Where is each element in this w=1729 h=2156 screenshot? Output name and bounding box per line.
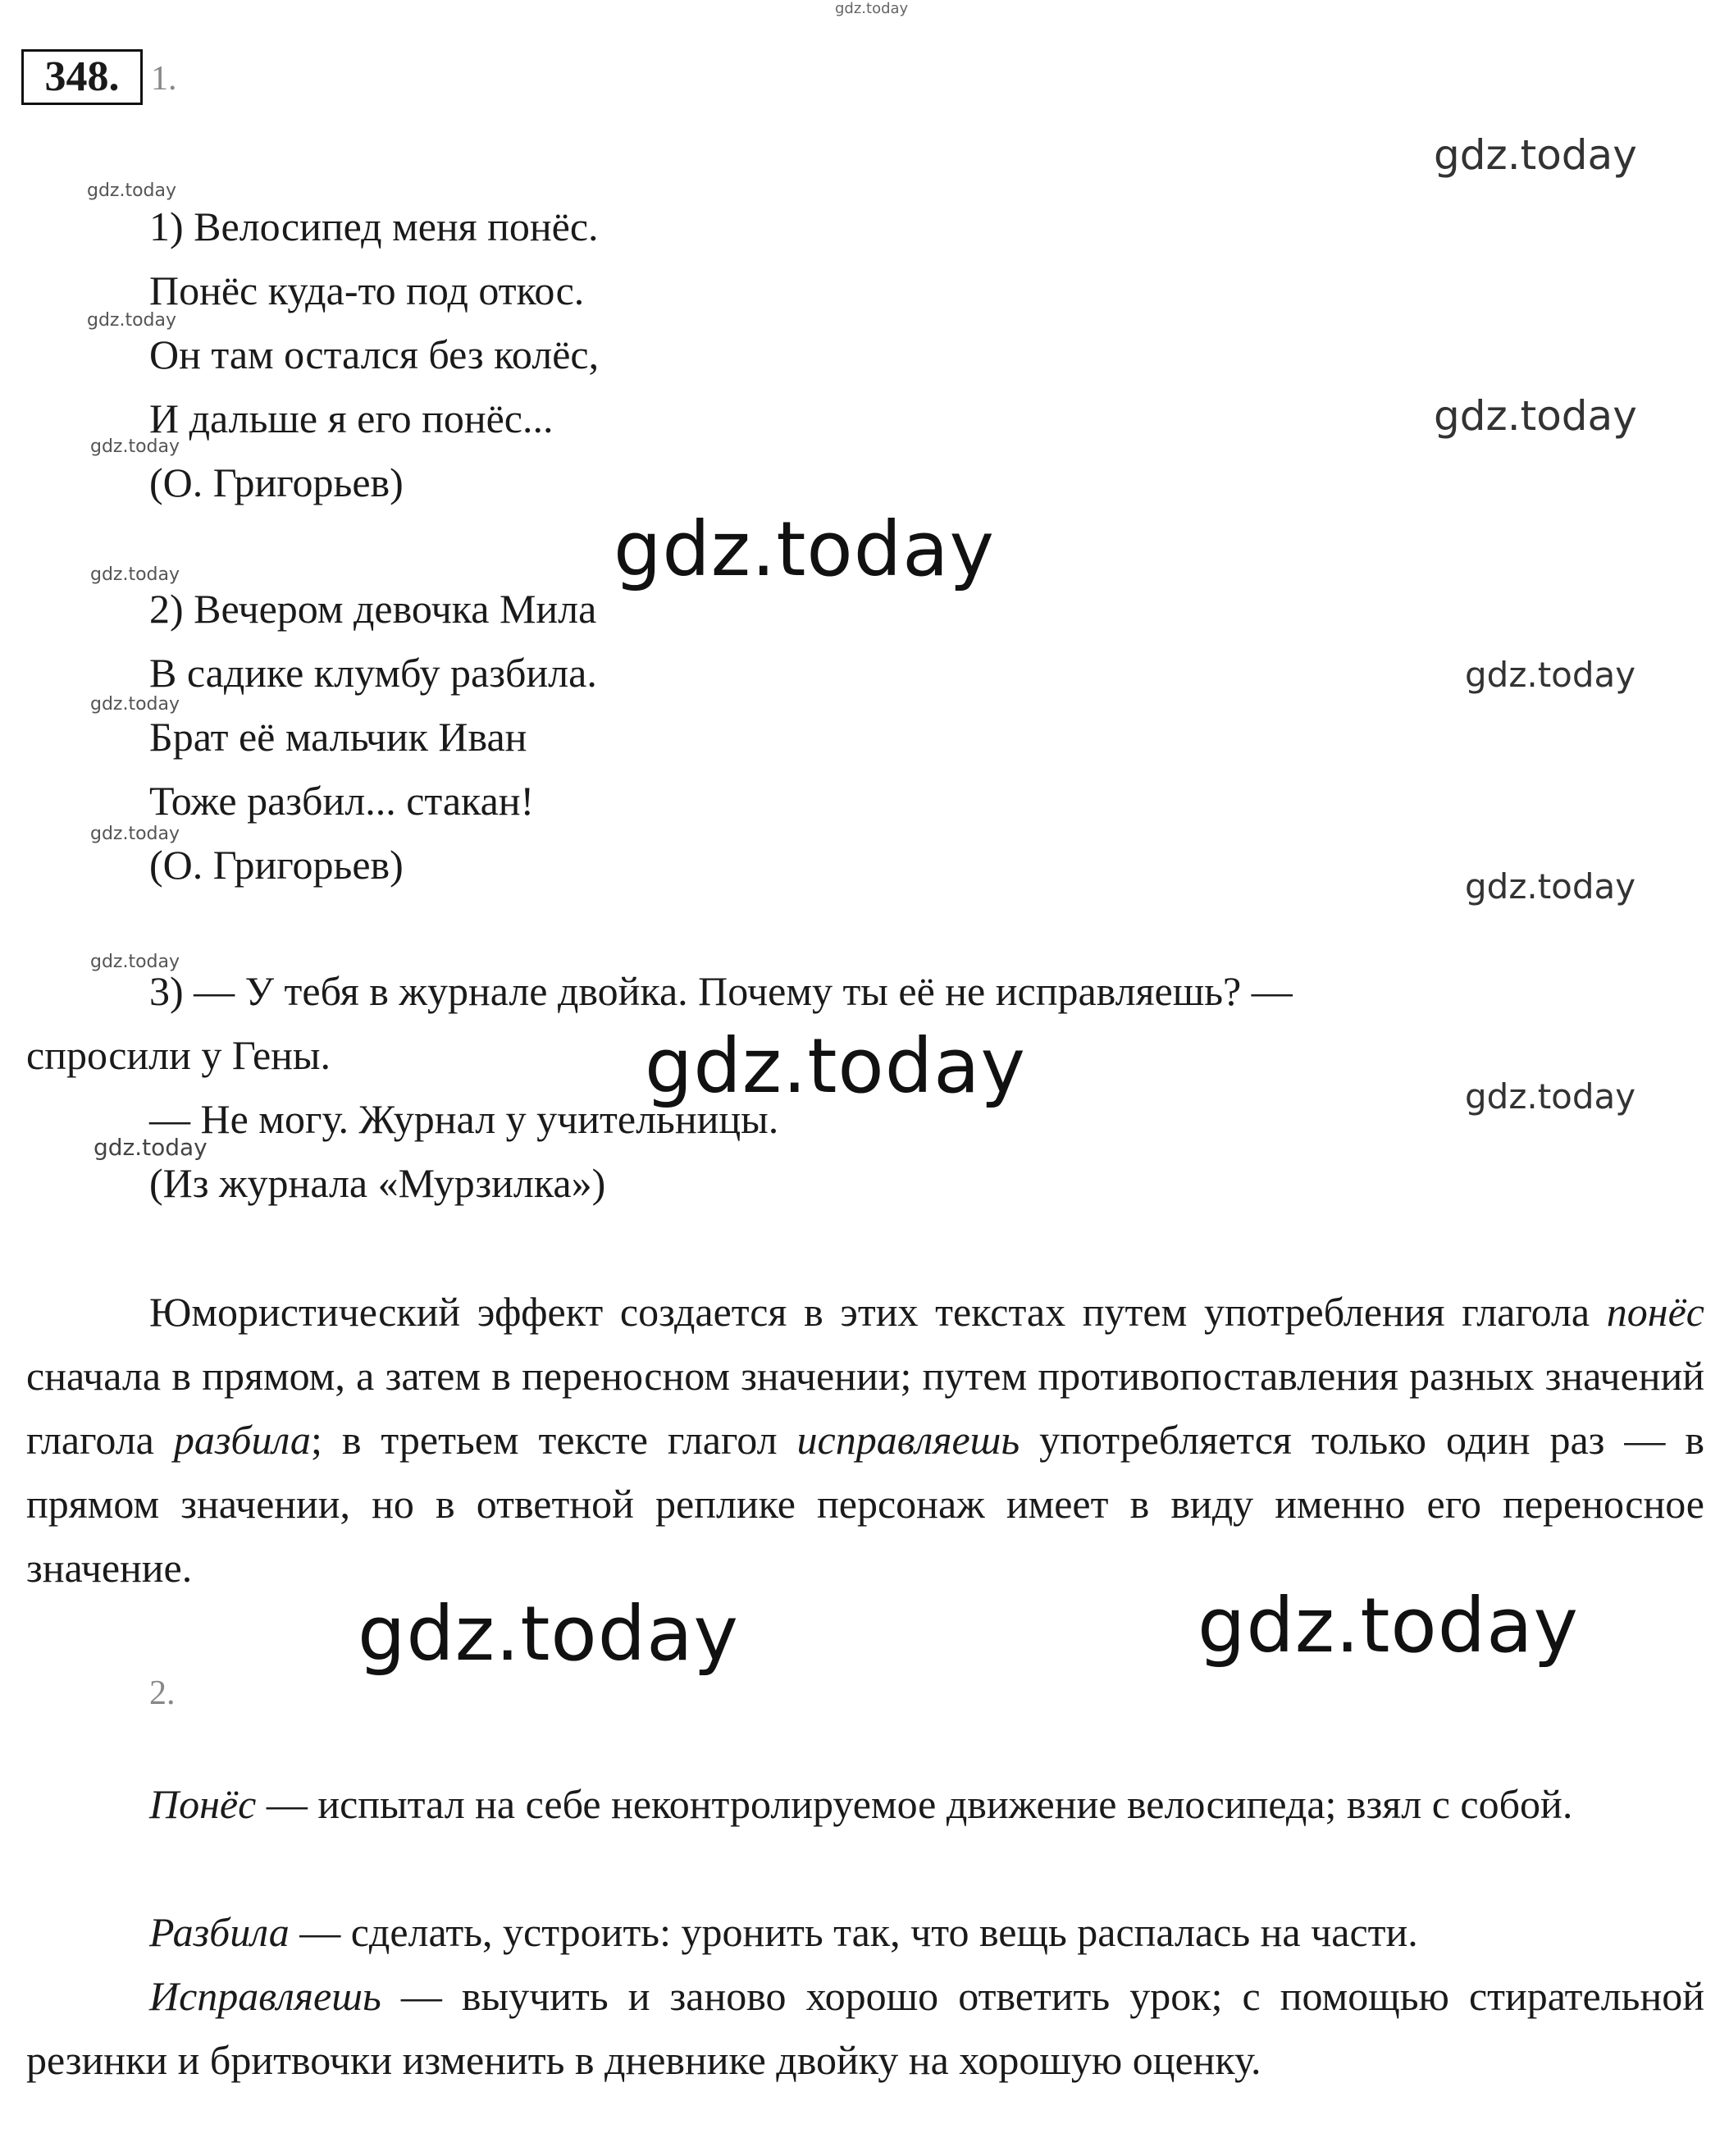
poem1-line-4: И дальше я его понёс... — [149, 395, 554, 441]
watermark-medium: gdz.today — [1465, 655, 1636, 695]
word-razbila: разбила — [173, 1417, 311, 1463]
word-ponyos: понёс — [1606, 1289, 1704, 1335]
poem2-line-1: 2) Вечером девочка Мила — [149, 586, 597, 632]
watermark-small: gdz.today — [87, 310, 177, 331]
watermark-small: gdz.today — [94, 1134, 208, 1161]
word-ispravlyaesh: исправляешь — [796, 1417, 1020, 1463]
poem2-line-3: Брат её мальчик Иван — [149, 714, 527, 760]
part-2-label: 2. — [149, 1674, 176, 1712]
watermark-small: gdz.today — [87, 180, 177, 201]
watermark-large: gdz.today — [645, 1022, 1026, 1110]
exercise-number: 348. — [21, 49, 143, 105]
watermark-medium: gdz.today — [1434, 131, 1637, 179]
joke-line-3: — Не могу. Журнал у учительницы. — [149, 1096, 779, 1142]
watermark-large: gdz.today — [614, 505, 995, 593]
watermark-large: gdz.today — [1198, 1582, 1579, 1670]
definition-ponyos: Понёс — испытал на себе неконтролируемое движение велосипеда; взял с собой. — [149, 1781, 1573, 1827]
watermark-small: gdz.today — [90, 952, 180, 972]
joke-source: (Из журнала «Мурзилка») — [149, 1160, 606, 1206]
explanation-paragraph: Юмористический эффект создается в этих текстах путем употребления глагола понёс сначала в прямом, а затем в переносном значении; путем противопоставления разных значений глагола разбила; в третьем тексте глагол исправляешь употребляется только один раз — в прямом значении, но в ответной реплике персонаж имеет в виду именно его переносное значение. — [26, 1289, 1704, 1591]
poem2-line-4: Тоже разбил... стакан! — [149, 778, 535, 824]
joke-line-1: 3) — У тебя в журнале двойка. Почему ты её не исправляешь? — — [149, 968, 1293, 1014]
watermark-small: gdz.today — [90, 564, 180, 585]
poem1-line-2: Понёс куда-то под откос. — [149, 267, 585, 313]
watermark-medium: gdz.today — [1465, 866, 1636, 907]
poem1-line-3: Он там остался без колёс, — [149, 331, 600, 377]
poem1-line-1: 1) Велосипед меня понёс. — [149, 203, 599, 249]
definition-ispravlyaesh: Исправляешь — выучить и заново хорошо ответить урок; с помощью стирательной резинки и бритвочки изменить в дневнике двойку на хорошую оценку. — [26, 1973, 1704, 2083]
joke-line-2: спросили у Гены. — [26, 1032, 331, 1078]
part-1-label: 1. — [151, 60, 177, 98]
watermark-medium: gdz.today — [1465, 1076, 1636, 1117]
definition-razbila: Разбила — сделать, устроить: уронить так, что вещь распалась на части. — [149, 1909, 1418, 1955]
poem2-line-2: В садике клумбу разбила. — [149, 650, 597, 696]
watermark-medium: gdz.today — [1434, 392, 1637, 440]
poem1-author: (О. Григорьев) — [149, 459, 404, 505]
watermark-small: gdz.today — [90, 436, 180, 457]
watermark-top: gdz.today — [835, 0, 909, 17]
watermark-large: gdz.today — [358, 1590, 739, 1678]
watermark-small: gdz.today — [90, 824, 180, 844]
poem2-author: (О. Григорьев) — [149, 842, 404, 888]
watermark-small: gdz.today — [90, 694, 180, 715]
